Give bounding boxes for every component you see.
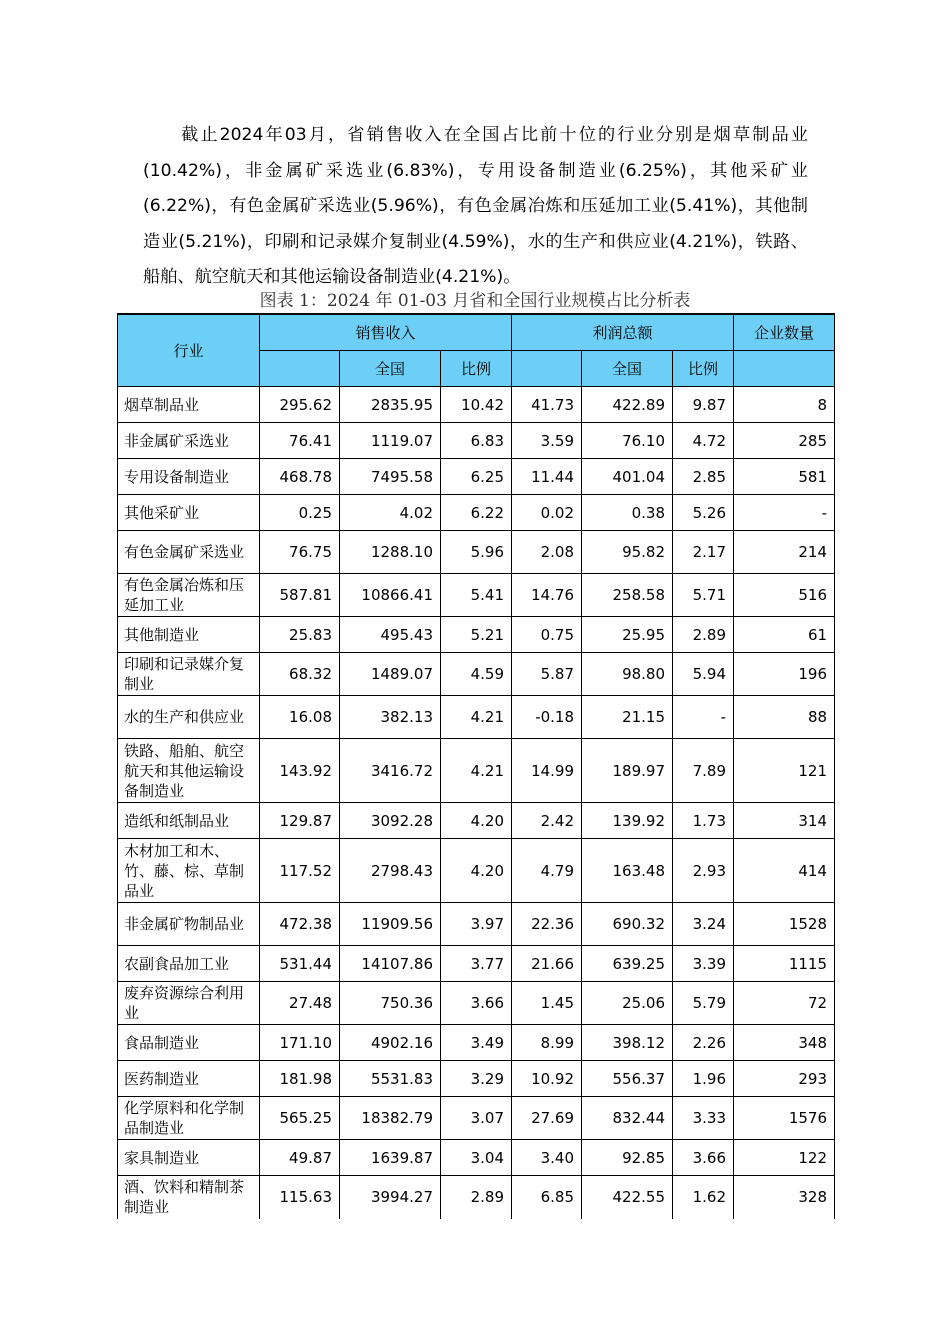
cell-profit-national: 189.97 (582, 739, 673, 803)
cell-profit-ratio: 5.71 (673, 574, 734, 617)
cell-profit-national: 258.58 (582, 574, 673, 617)
cell-profit-ratio: 3.66 (673, 1140, 734, 1176)
cell-firm-count: 196 (734, 653, 835, 696)
cell-sales-province: 587.81 (260, 574, 340, 617)
row-industry-name: 其他制造业 (118, 617, 260, 653)
row-industry-name: 酒、饮料和精制茶制造业 (118, 1176, 260, 1219)
table-row (118, 1061, 835, 1097)
cell-profit-ratio: 5.94 (673, 653, 734, 696)
table-row (118, 574, 835, 617)
cell-profit-national: 25.95 (582, 617, 673, 653)
cell-sales-ratio: 10.42 (441, 387, 512, 423)
cell-profit-ratio: 1.73 (673, 803, 734, 839)
cell-sales-ratio: 3.77 (441, 946, 512, 982)
cell-sales-province: 25.83 (260, 617, 340, 653)
cell-firm-count: 122 (734, 1140, 835, 1176)
cell-profit-ratio: 2.26 (673, 1025, 734, 1061)
cell-profit-province: 4.79 (512, 839, 582, 903)
cell-profit-province: 3.40 (512, 1140, 582, 1176)
cell-profit-national: 556.37 (582, 1061, 673, 1097)
cell-firm-count: 293 (734, 1061, 835, 1097)
cell-sales-ratio: 4.20 (441, 803, 512, 839)
cell-firm-count: 516 (734, 574, 835, 617)
cell-profit-national: 398.12 (582, 1025, 673, 1061)
cell-sales-province: 468.78 (260, 459, 340, 495)
cell-sales-province: 171.10 (260, 1025, 340, 1061)
paragraph-text: 截止2024年03月，省销售收入在全国占比前十位的行业分别是烟草制品业(10.42%)，非金属矿采选业(6.83%)，专用设备制造业(6.25%)，其他采矿业(6.22%)，有色金属矿采选业(5.96%)，有色金属冶炼和压延加工业(5.41%)，其他制造业(5.21%)，印刷和记录媒介复制业(4.59%)，水的生产和供应业(4.21%)，铁路、船舶、航空航天和其他运输设备制造业(4.21%)。 (143, 125, 808, 288)
cell-sales-national: 750.36 (340, 982, 441, 1025)
cell-sales-ratio: 5.21 (441, 617, 512, 653)
cell-sales-province: 68.32 (260, 653, 340, 696)
cell-sales-ratio: 3.66 (441, 982, 512, 1025)
cell-sales-province: 76.75 (260, 531, 340, 574)
cell-firm-count: 1115 (734, 946, 835, 982)
cell-profit-province: 5.87 (512, 653, 582, 696)
table-row (118, 946, 835, 982)
cell-profit-ratio: 3.39 (673, 946, 734, 982)
cell-sales-ratio: 3.07 (441, 1097, 512, 1140)
body-paragraph (143, 118, 808, 296)
table-row (118, 495, 835, 531)
row-industry-name: 专用设备制造业 (118, 459, 260, 495)
cell-profit-ratio: 5.26 (673, 495, 734, 531)
table-row (118, 653, 835, 696)
table-row (118, 739, 835, 803)
cell-sales-national: 2835.95 (340, 387, 441, 423)
header-firms-sub (734, 351, 835, 387)
header-sales: 销售收入 (260, 314, 512, 351)
row-industry-name: 食品制造业 (118, 1025, 260, 1061)
cell-firm-count: 8 (734, 387, 835, 423)
table-row (118, 617, 835, 653)
cell-profit-province: 3.59 (512, 423, 582, 459)
cell-profit-ratio: 5.79 (673, 982, 734, 1025)
cell-firm-count: 314 (734, 803, 835, 839)
cell-profit-province: 1.45 (512, 982, 582, 1025)
cell-profit-province: 10.92 (512, 1061, 582, 1097)
row-industry-name: 医药制造业 (118, 1061, 260, 1097)
table-row (118, 839, 835, 903)
cell-profit-ratio: - (673, 696, 734, 739)
cell-profit-national: 422.89 (582, 387, 673, 423)
row-industry-name: 印刷和记录媒介复制业 (118, 653, 260, 696)
cell-profit-ratio: 2.85 (673, 459, 734, 495)
cell-profit-province: 6.85 (512, 1176, 582, 1219)
table-row (118, 1176, 835, 1219)
cell-profit-province: 2.08 (512, 531, 582, 574)
cell-sales-province: 76.41 (260, 423, 340, 459)
table-row (118, 387, 835, 423)
table-row (118, 982, 835, 1025)
cell-sales-ratio: 2.89 (441, 1176, 512, 1219)
cell-profit-national: 639.25 (582, 946, 673, 982)
cell-sales-national: 1639.87 (340, 1140, 441, 1176)
cell-profit-ratio: 2.17 (673, 531, 734, 574)
cell-profit-national: 76.10 (582, 423, 673, 459)
cell-sales-national: 3416.72 (340, 739, 441, 803)
header-profit: 利润总额 (512, 314, 734, 351)
cell-profit-ratio: 2.93 (673, 839, 734, 903)
row-industry-name: 有色金属冶炼和压延加工业 (118, 574, 260, 617)
row-industry-name: 造纸和纸制品业 (118, 803, 260, 839)
table-row (118, 1025, 835, 1061)
cell-profit-province: -0.18 (512, 696, 582, 739)
cell-firm-count: 348 (734, 1025, 835, 1061)
table-row (118, 903, 835, 946)
cell-sales-province: 531.44 (260, 946, 340, 982)
cell-profit-province: 11.44 (512, 459, 582, 495)
cell-profit-province: 27.69 (512, 1097, 582, 1140)
cell-profit-ratio: 9.87 (673, 387, 734, 423)
cell-sales-national: 1119.07 (340, 423, 441, 459)
cell-profit-ratio: 3.24 (673, 903, 734, 946)
cell-sales-national: 3994.27 (340, 1176, 441, 1219)
cell-profit-ratio: 7.89 (673, 739, 734, 803)
cell-profit-province: 0.75 (512, 617, 582, 653)
table-caption: 图表 1：2024 年 01-03 月省和全国行业规模占比分析表 (259, 291, 691, 311)
cell-sales-ratio: 3.29 (441, 1061, 512, 1097)
cell-firm-count: 581 (734, 459, 835, 495)
table-row (118, 531, 835, 574)
cell-profit-national: 92.85 (582, 1140, 673, 1176)
row-industry-name: 铁路、船舶、航空航天和其他运输设备制造业 (118, 739, 260, 803)
cell-profit-national: 401.04 (582, 459, 673, 495)
row-industry-name: 化学原料和化学制品制造业 (118, 1097, 260, 1140)
cell-profit-national: 422.55 (582, 1176, 673, 1219)
cell-sales-national: 1489.07 (340, 653, 441, 696)
cell-sales-province: 143.92 (260, 739, 340, 803)
table-row (118, 803, 835, 839)
cell-firm-count: - (734, 495, 835, 531)
cell-firm-count: 214 (734, 531, 835, 574)
cell-sales-ratio: 4.20 (441, 839, 512, 903)
cell-firm-count: 414 (734, 839, 835, 903)
cell-sales-ratio: 6.83 (441, 423, 512, 459)
cell-sales-national: 4902.16 (340, 1025, 441, 1061)
cell-sales-ratio: 6.25 (441, 459, 512, 495)
row-industry-name: 家具制造业 (118, 1140, 260, 1176)
table-row (118, 423, 835, 459)
row-industry-name: 烟草制品业 (118, 387, 260, 423)
cell-sales-ratio: 4.59 (441, 653, 512, 696)
cell-sales-province: 117.52 (260, 839, 340, 903)
header-firms: 企业数量 (734, 314, 835, 351)
cell-firm-count: 285 (734, 423, 835, 459)
row-industry-name: 有色金属矿采选业 (118, 531, 260, 574)
cell-profit-province: 22.36 (512, 903, 582, 946)
cell-profit-national: 95.82 (582, 531, 673, 574)
cell-sales-national: 495.43 (340, 617, 441, 653)
cell-firm-count: 61 (734, 617, 835, 653)
cell-profit-national: 21.15 (582, 696, 673, 739)
cell-profit-national: 690.32 (582, 903, 673, 946)
cell-sales-national: 3092.28 (340, 803, 441, 839)
cell-sales-national: 11909.56 (340, 903, 441, 946)
cell-profit-ratio: 4.72 (673, 423, 734, 459)
cell-profit-province: 2.42 (512, 803, 582, 839)
row-industry-name: 木材加工和木、竹、藤、棕、草制品业 (118, 839, 260, 903)
cell-sales-ratio: 4.21 (441, 696, 512, 739)
cell-profit-province: 0.02 (512, 495, 582, 531)
cell-profit-ratio: 1.62 (673, 1176, 734, 1219)
cell-profit-national: 98.80 (582, 653, 673, 696)
header-profit-ratio: 比例 (673, 351, 734, 387)
cell-profit-national: 0.38 (582, 495, 673, 531)
cell-sales-national: 2798.43 (340, 839, 441, 903)
row-industry-name: 非金属矿物制品业 (118, 903, 260, 946)
cell-profit-province: 14.99 (512, 739, 582, 803)
cell-sales-ratio: 6.22 (441, 495, 512, 531)
cell-profit-ratio: 3.33 (673, 1097, 734, 1140)
cell-firm-count: 121 (734, 739, 835, 803)
cell-profit-ratio: 1.96 (673, 1061, 734, 1097)
cell-sales-national: 4.02 (340, 495, 441, 531)
cell-sales-province: 472.38 (260, 903, 340, 946)
cell-sales-ratio: 3.97 (441, 903, 512, 946)
row-industry-name: 水的生产和供应业 (118, 696, 260, 739)
cell-firm-count: 328 (734, 1176, 835, 1219)
row-industry-name: 其他采矿业 (118, 495, 260, 531)
cell-sales-national: 14107.86 (340, 946, 441, 982)
header-sales-province (260, 351, 340, 387)
table-row (118, 1140, 835, 1176)
cell-profit-province: 41.73 (512, 387, 582, 423)
cell-profit-national: 832.44 (582, 1097, 673, 1140)
table-row (118, 459, 835, 495)
cell-sales-national: 1288.10 (340, 531, 441, 574)
cell-sales-ratio: 5.96 (441, 531, 512, 574)
table-body (118, 387, 835, 1219)
cell-sales-province: 129.87 (260, 803, 340, 839)
cell-profit-province: 8.99 (512, 1025, 582, 1061)
table-row (118, 1097, 835, 1140)
cell-sales-province: 115.63 (260, 1176, 340, 1219)
cell-firm-count: 1576 (734, 1097, 835, 1140)
header-industry: 行业 (118, 314, 260, 387)
cell-sales-national: 382.13 (340, 696, 441, 739)
industry-share-table (117, 313, 835, 1219)
cell-profit-national: 25.06 (582, 982, 673, 1025)
cell-firm-count: 1528 (734, 903, 835, 946)
cell-profit-province: 21.66 (512, 946, 582, 982)
header-profit-national: 全国 (582, 351, 673, 387)
cell-sales-national: 7495.58 (340, 459, 441, 495)
row-industry-name: 非金属矿采选业 (118, 423, 260, 459)
table-row (118, 696, 835, 739)
row-industry-name: 农副食品加工业 (118, 946, 260, 982)
cell-sales-province: 16.08 (260, 696, 340, 739)
cell-sales-ratio: 4.21 (441, 739, 512, 803)
cell-sales-province: 49.87 (260, 1140, 340, 1176)
cell-sales-province: 565.25 (260, 1097, 340, 1140)
header-sales-national: 全国 (340, 351, 441, 387)
cell-sales-ratio: 3.49 (441, 1025, 512, 1061)
header-profit-province (512, 351, 582, 387)
cell-sales-province: 0.25 (260, 495, 340, 531)
cell-profit-ratio: 2.89 (673, 617, 734, 653)
cell-sales-national: 10866.41 (340, 574, 441, 617)
cell-profit-national: 139.92 (582, 803, 673, 839)
cell-sales-province: 295.62 (260, 387, 340, 423)
cell-firm-count: 72 (734, 982, 835, 1025)
header-sales-ratio: 比例 (441, 351, 512, 387)
row-industry-name: 废弃资源综合利用业 (118, 982, 260, 1025)
cell-profit-province: 14.76 (512, 574, 582, 617)
cell-sales-ratio: 3.04 (441, 1140, 512, 1176)
cell-sales-national: 5531.83 (340, 1061, 441, 1097)
cell-sales-province: 27.48 (260, 982, 340, 1025)
cell-sales-province: 181.98 (260, 1061, 340, 1097)
cell-sales-ratio: 5.41 (441, 574, 512, 617)
cell-sales-national: 18382.79 (340, 1097, 441, 1140)
cell-firm-count: 88 (734, 696, 835, 739)
cell-profit-national: 163.48 (582, 839, 673, 903)
